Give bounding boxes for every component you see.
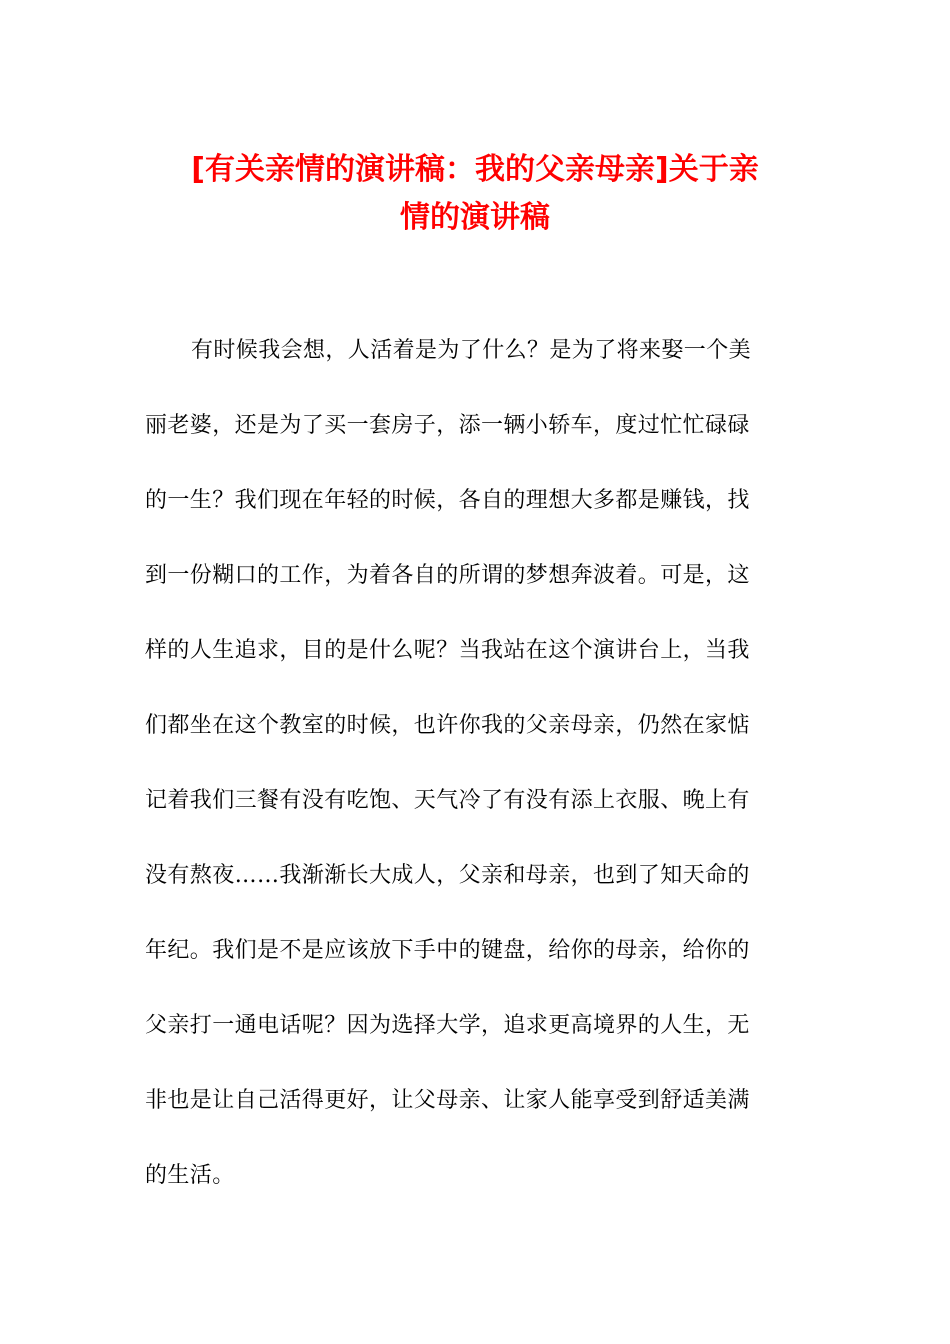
paragraph-line: 父亲打一通电话呢？因为选择大学，追求更高境界的人生，无	[145, 1013, 750, 1038]
paragraph-line: 有时候我会想，人活着是为了什么？是为了将来娶一个美	[191, 338, 752, 363]
paragraph-line: 的生活。	[145, 1163, 235, 1188]
document-title	[145, 146, 805, 242]
title-line-2: 情的演讲稿	[400, 200, 550, 235]
paragraph-line: 记着我们三餐有没有吃饱、天气冷了有没有添上衣服、晚上有	[145, 788, 750, 813]
title-line-1: [有关亲情的演讲稿：我的父亲母亲]关于亲	[191, 152, 759, 187]
paragraph-line: 样的人生追求，目的是什么呢？当我站在这个演讲台上，当我	[145, 638, 750, 663]
paragraph-line: 没有熬夜……我渐渐长大成人，父亲和母亲，也到了知天命的	[145, 863, 750, 888]
paragraph-line: 非也是让自己活得更好，让父母亲、让家人能享受到舒适美满	[145, 1088, 750, 1113]
paragraph-line: 们都坐在这个教室的时候，也许你我的父亲母亲，仍然在家惦	[145, 713, 750, 738]
paragraph-line: 到一份糊口的工作，为着各自的所谓的梦想奔波着。可是，这	[145, 563, 750, 588]
paragraph-line: 丽老婆，还是为了买一套房子，添一辆小轿车，度过忙忙碌碌	[145, 413, 750, 438]
body-paragraph	[145, 332, 795, 1232]
paragraph-line: 的一生？我们现在年轻的时候，各自的理想大多都是赚钱，找	[145, 488, 750, 513]
paragraph-line: 年纪。我们是不是应该放下手中的键盘，给你的母亲，给你的	[145, 938, 750, 963]
